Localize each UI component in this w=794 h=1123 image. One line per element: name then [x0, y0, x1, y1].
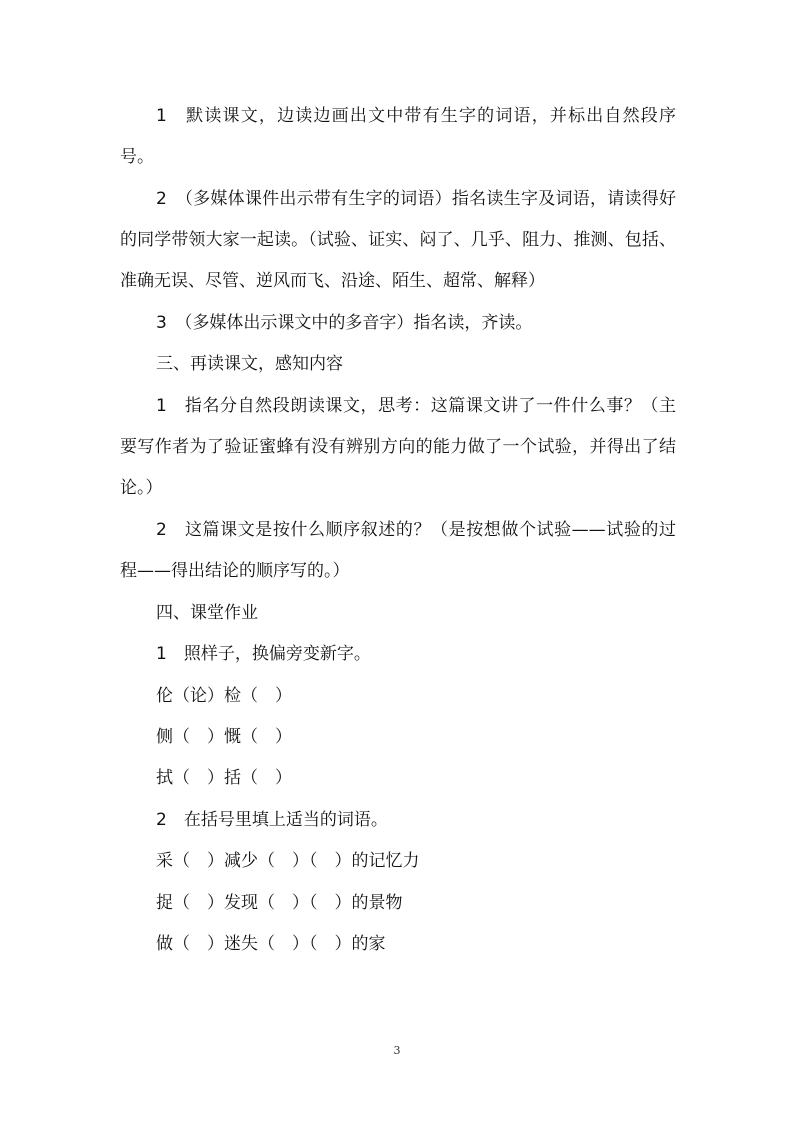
- paragraph-4: 1 指名分自然段朗读课文，思考：这篇课文讲了一件什么事？（主要写作者为了验证蜜蜂有没有辨别方向的能力做了一个试验，并得出了结论。）: [120, 396, 676, 498]
- exercise-1: 1 照样子，换偏旁变新字。: [156, 644, 371, 664]
- exercise-1-row-3: 拭（ ）括（ ）: [156, 768, 292, 788]
- exercise-1-row-2: 侧（ ）慨（ ）: [156, 727, 292, 747]
- page-number: 3: [393, 1044, 401, 1057]
- exercise-2: 2 在括号里填上适当的词语。: [156, 810, 388, 830]
- paragraph-1: 1 默读课文，边读边画出文中带有生字的词语，并标出自然段序号。: [120, 106, 676, 167]
- paragraph-3: 3 （多媒体出示课文中的多音字）指名读，齐读。: [156, 313, 533, 333]
- section-heading-3: 三、再读课文，感知内容: [156, 354, 343, 374]
- exercise-1-row-1: 伦（论）检（ ）: [156, 686, 292, 706]
- paragraph-2: 2 （多媒体课件出示带有生字的词语）指名读生字及词语，请读得好的同学带领大家一起读。（试验、证实、闷了、几乎、阻力、推测、包括、准确无误、尽管、逆风而飞、沿途、陌生、超常、解释）: [120, 189, 676, 291]
- paragraph-5: 2 这篇课文是按什么顺序叙述的？（是按想做个试验——试验的过程——得出结论的顺序写的。）: [120, 520, 676, 581]
- exercise-2-row-1: 采（ ）减少（ ）（ ）的记忆力: [156, 851, 420, 871]
- exercise-2-row-2: 捉（ ）发现（ ）（ ）的景物: [156, 893, 403, 913]
- exercise-2-row-3: 做（ ）迷失（ ）（ ）的家: [156, 934, 386, 954]
- section-heading-4: 四、课堂作业: [156, 603, 258, 623]
